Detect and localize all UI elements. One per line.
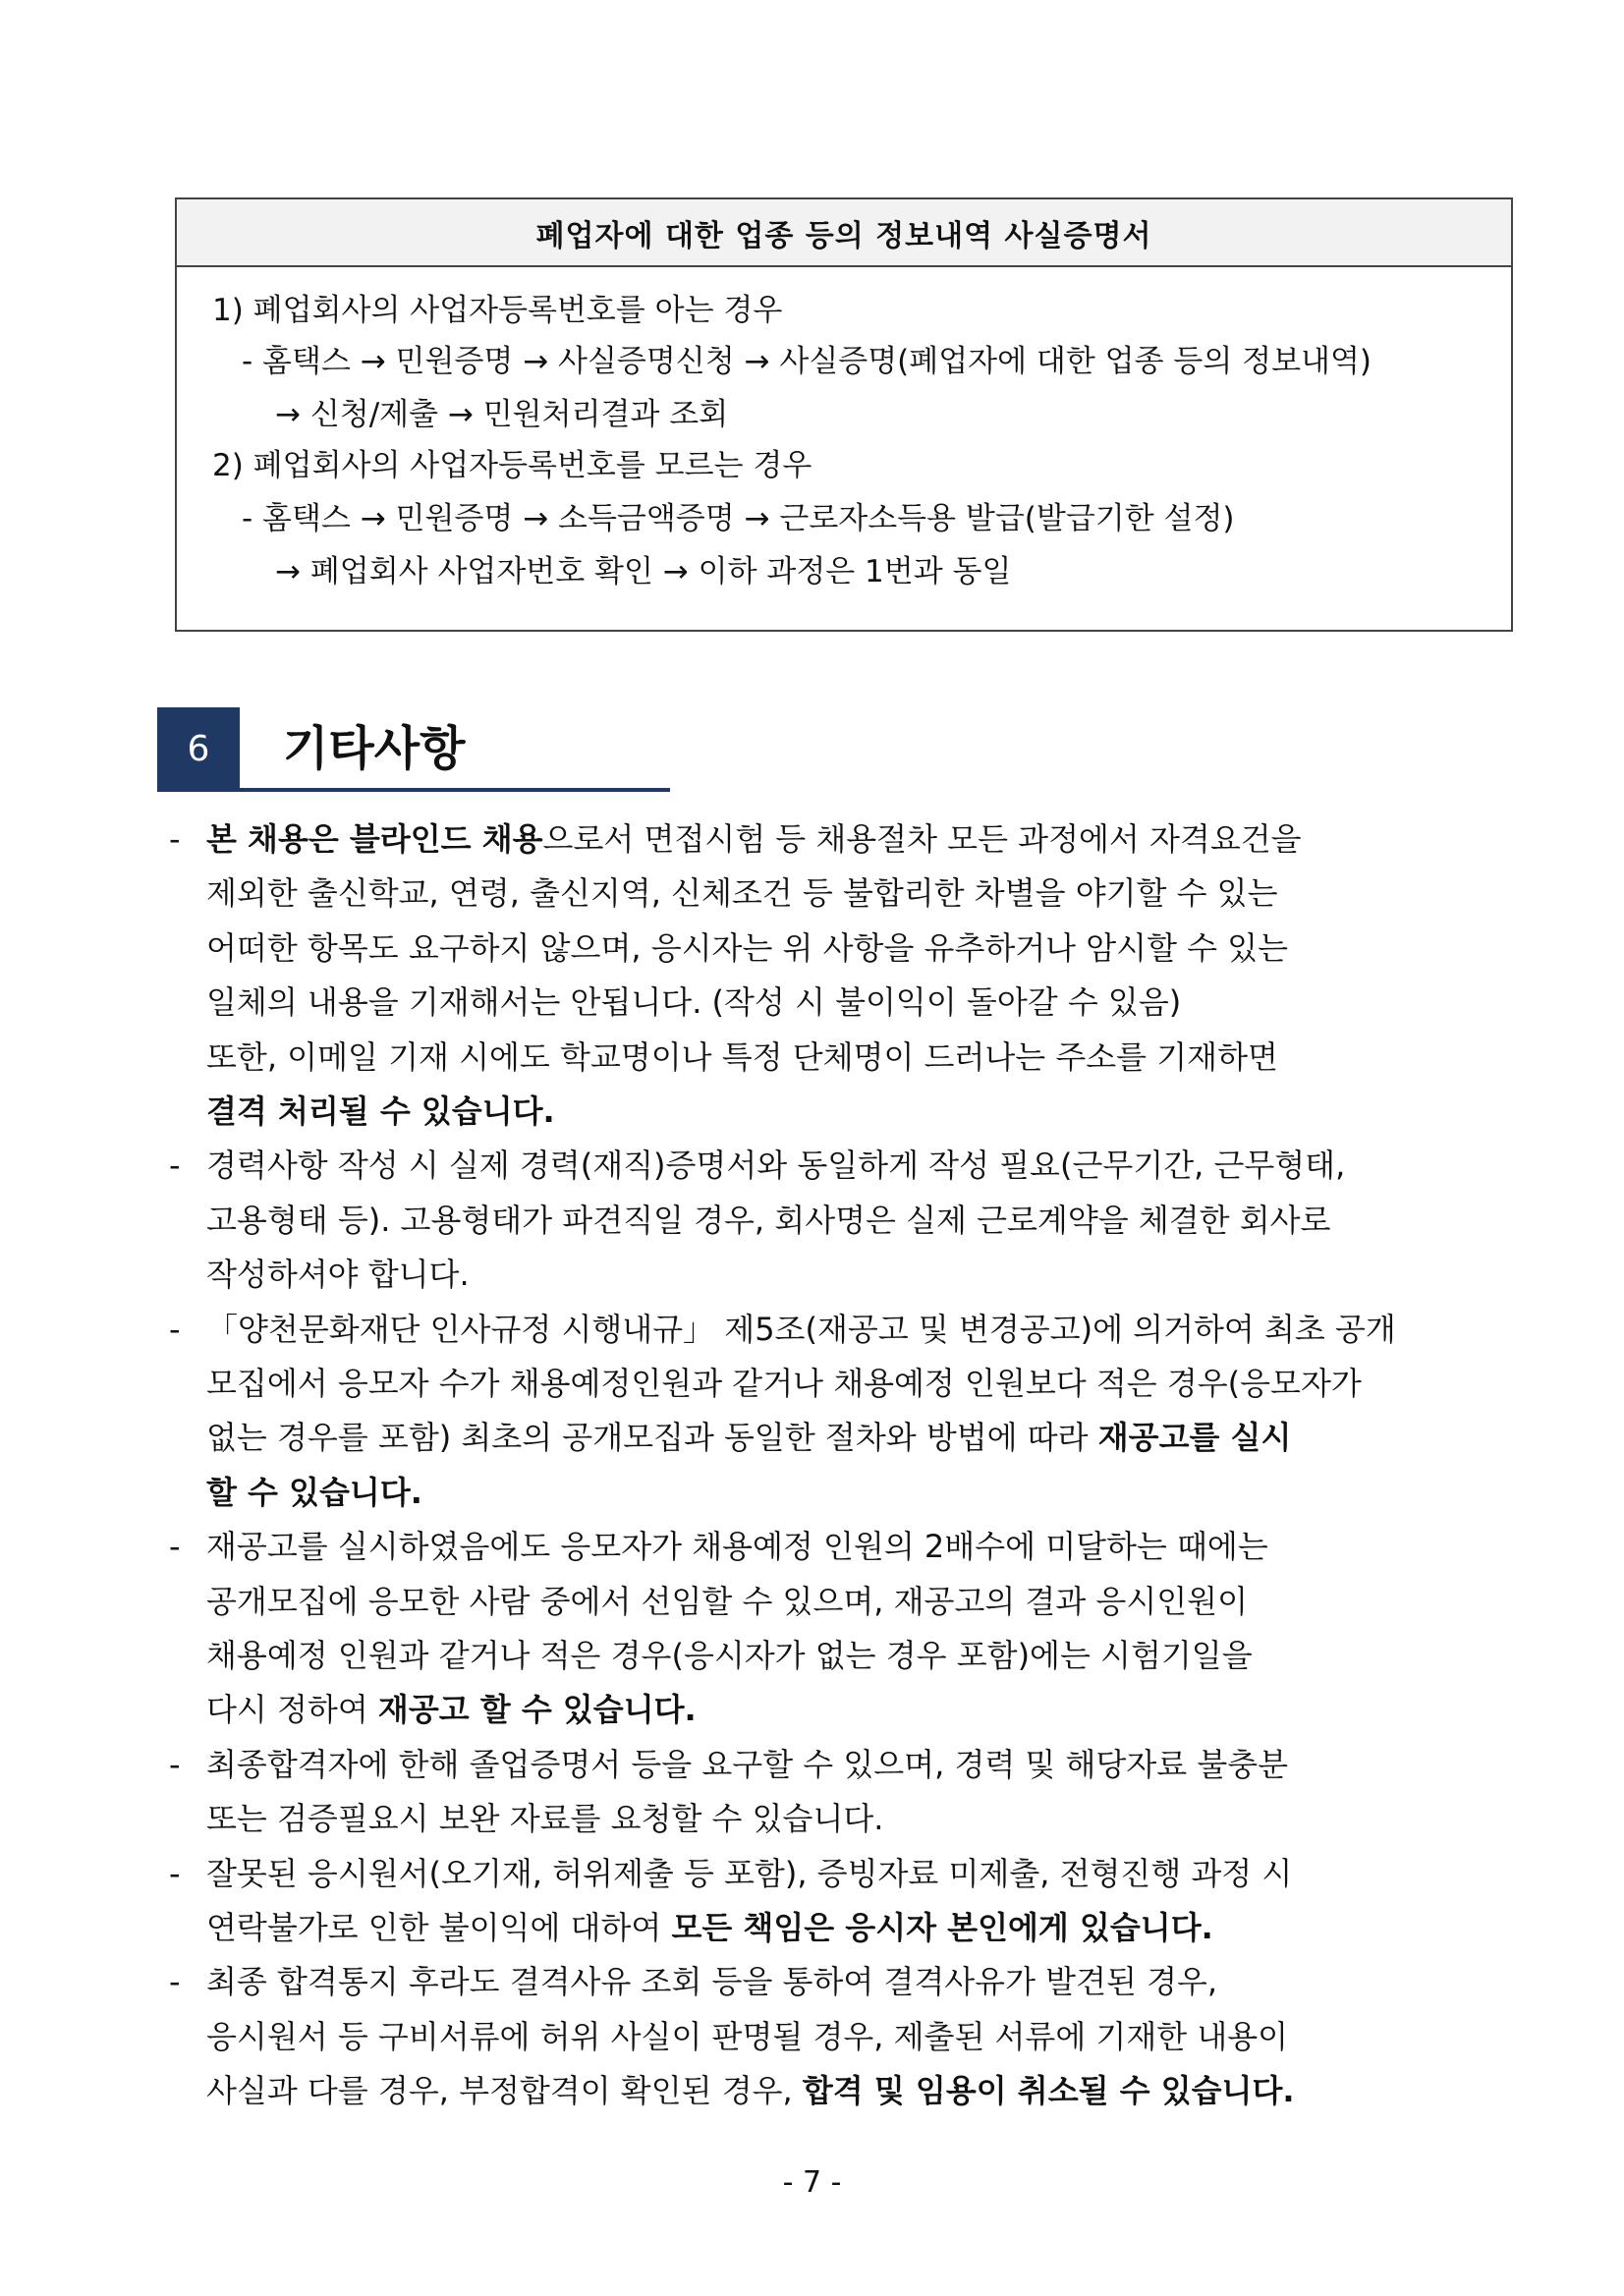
page-number: - 7 - — [782, 2165, 842, 2200]
note-text: 어떠한 항목도 요구하지 않으며, 응시자는 위 사항을 유추하거나 암시할 수 있는 — [206, 928, 1289, 967]
note-text: 공개모집에 응모한 사람 중에서 선임할 수 있으며, 재공고의 결과 응시인원이 — [206, 1582, 1248, 1620]
note-line — [206, 2015, 1288, 2058]
note-emphasis: 합격 및 임용이 취소될 수 있습니다. — [802, 2072, 1295, 2110]
note-line — [206, 1960, 1217, 2003]
note-emphasis: 모든 책임은 응시자 본인에게 있습니다. — [671, 1909, 1213, 1946]
note-emphasis: 재공고를 실시 — [1097, 1419, 1292, 1457]
box-line-5: - 홈택스 → 민원증명 → 소득금액증명 → 근로자소득용 발급(발급기한 설정) — [242, 501, 1235, 536]
note-emphasis: 할 수 있습니다. — [206, 1473, 422, 1511]
bullet-dash: - — [169, 1310, 181, 1348]
section-title: 기타사항 — [283, 721, 466, 776]
note-line — [206, 1036, 1278, 1079]
box-line-2: - 홈택스 → 민원증명 → 사실증명신청 → 사실증명(폐업자에 대한 업종 등의 정보내역) — [242, 344, 1372, 379]
note-line — [206, 871, 1278, 915]
note-text: 없는 경우를 포함) 최초의 공개모집과 동일한 절차와 방법에 따라 — [206, 1419, 1098, 1457]
note-line — [206, 1416, 1291, 1459]
note-line — [206, 1906, 1213, 1949]
note-text: 최종 합격통지 후라도 결격사유 조회 등을 통하여 결격사유가 발견된 경우, — [206, 1963, 1218, 2001]
bullet-dash: - — [169, 1854, 181, 1892]
note-line — [206, 1362, 1362, 1405]
section-number: 6 — [157, 707, 240, 790]
box-line-1: 1) 폐업회사의 사업자등록번호를 아는 경우 — [212, 293, 783, 328]
note-text: 「양천문화재단 인사규정 시행내규」 제5조(재공고 및 변경공고)에 의거하여 최초 공개 — [206, 1310, 1396, 1348]
info-box-title: 폐업자에 대한 업종 등의 정보내역 사실증명서 — [177, 199, 1511, 267]
note-text: 다시 정하여 — [206, 1691, 378, 1729]
bullet-dash: - — [169, 1745, 181, 1783]
note-text: 고용형태 등). 고용형태가 파견직일 경우, 회사명은 실제 근로계약을 체결한 회사로 — [206, 1201, 1331, 1239]
bullet-dash: - — [169, 820, 181, 858]
note-text: 사실과 다를 경우, 부정합격이 확인된 경우, — [206, 2072, 803, 2110]
note-line — [206, 980, 1181, 1024]
note-text: 최종합격자에 한해 졸업증명서 등을 요구할 수 있으며, 경력 및 해당자료 불충분 — [206, 1745, 1289, 1783]
note-text: 연락불가로 인한 불이익에 대하여 — [206, 1909, 672, 1946]
note-line — [206, 1471, 422, 1514]
note-text: 또는 검증필요시 보완 자료를 요청할 수 있습니다. — [206, 1800, 884, 1838]
note-text: 으로서 면접시험 등 채용절차 모든 과정에서 자격요건을 — [542, 820, 1302, 858]
note-text: 제외한 출신학교, 연령, 출신지역, 신체조건 등 불합리한 차별을 야기할 수 있는 — [206, 874, 1278, 913]
note-text: 채용예정 인원과 같거나 적은 경우(응시자가 없는 경우 포함)에는 시험기일을 — [206, 1637, 1253, 1674]
note-line — [206, 1634, 1253, 1677]
note-line — [206, 1199, 1330, 1242]
note-line — [206, 1525, 1268, 1568]
note-emphasis: 결격 처리될 수 있습니다. — [206, 1092, 555, 1130]
note-line — [206, 1743, 1288, 1786]
info-box-body — [177, 267, 1511, 632]
note-emphasis: 본 채용은 블라인드 채용 — [206, 820, 543, 858]
section-underline — [157, 788, 670, 792]
note-line — [206, 1580, 1248, 1623]
note-text: 경력사항 작성 시 실제 경력(재직)증명서와 동일하게 작성 필요(근무기간, 근무형태, — [206, 1147, 1346, 1185]
note-text: 모집에서 응모자 수가 채용예정인원과 같거나 채용예정 인원보다 적은 경우(응모자가 — [206, 1365, 1362, 1402]
note-text: 재공고를 실시하였음에도 응모자가 채용예정 인원의 2배수에 미달하는 때에는 — [206, 1528, 1268, 1566]
note-line — [206, 1090, 555, 1133]
note-line — [206, 1253, 470, 1296]
bullet-dash: - — [169, 1963, 181, 2001]
note-emphasis: 재공고 할 수 있습니다. — [377, 1691, 697, 1729]
note-text: 또한, 이메일 기재 시에도 학교명이나 특정 단체명이 드러나는 주소를 기재하면 — [206, 1037, 1278, 1076]
note-line — [206, 1797, 883, 1840]
bullet-dash: - — [169, 1147, 181, 1185]
note-text: 일체의 내용을 기재해서는 안됩니다. (작성 시 불이익이 돌아갈 수 있음) — [206, 983, 1182, 1022]
bullet-dash: - — [169, 1528, 181, 1566]
note-line — [206, 1308, 1396, 1351]
box-line-6: → 폐업회사 사업자번호 확인 → 이하 과정은 1번과 동일 — [275, 554, 1012, 589]
note-line — [206, 2069, 1295, 2112]
note-line — [206, 926, 1288, 970]
note-text: 작성하셔야 합니다. — [206, 1256, 470, 1294]
note-line — [206, 817, 1302, 861]
note-text: 잘못된 응시원서(오기재, 허위제출 등 포함), 증빙자료 미제출, 전형진행 과정 시 — [206, 1854, 1293, 1892]
note-line — [206, 1852, 1292, 1895]
note-line — [206, 1688, 697, 1731]
info-box — [175, 197, 1513, 632]
box-line-4: 2) 폐업회사의 사업자등록번호를 모르는 경우 — [212, 448, 812, 483]
section-header — [157, 707, 670, 792]
note-text: 응시원서 등 구비서류에 허위 사실이 판명될 경우, 제출된 서류에 기재한 내용이 — [206, 2017, 1289, 2055]
box-line-3: → 신청/제출 → 민원처리결과 조회 — [275, 397, 729, 432]
note-line — [206, 1144, 1345, 1187]
